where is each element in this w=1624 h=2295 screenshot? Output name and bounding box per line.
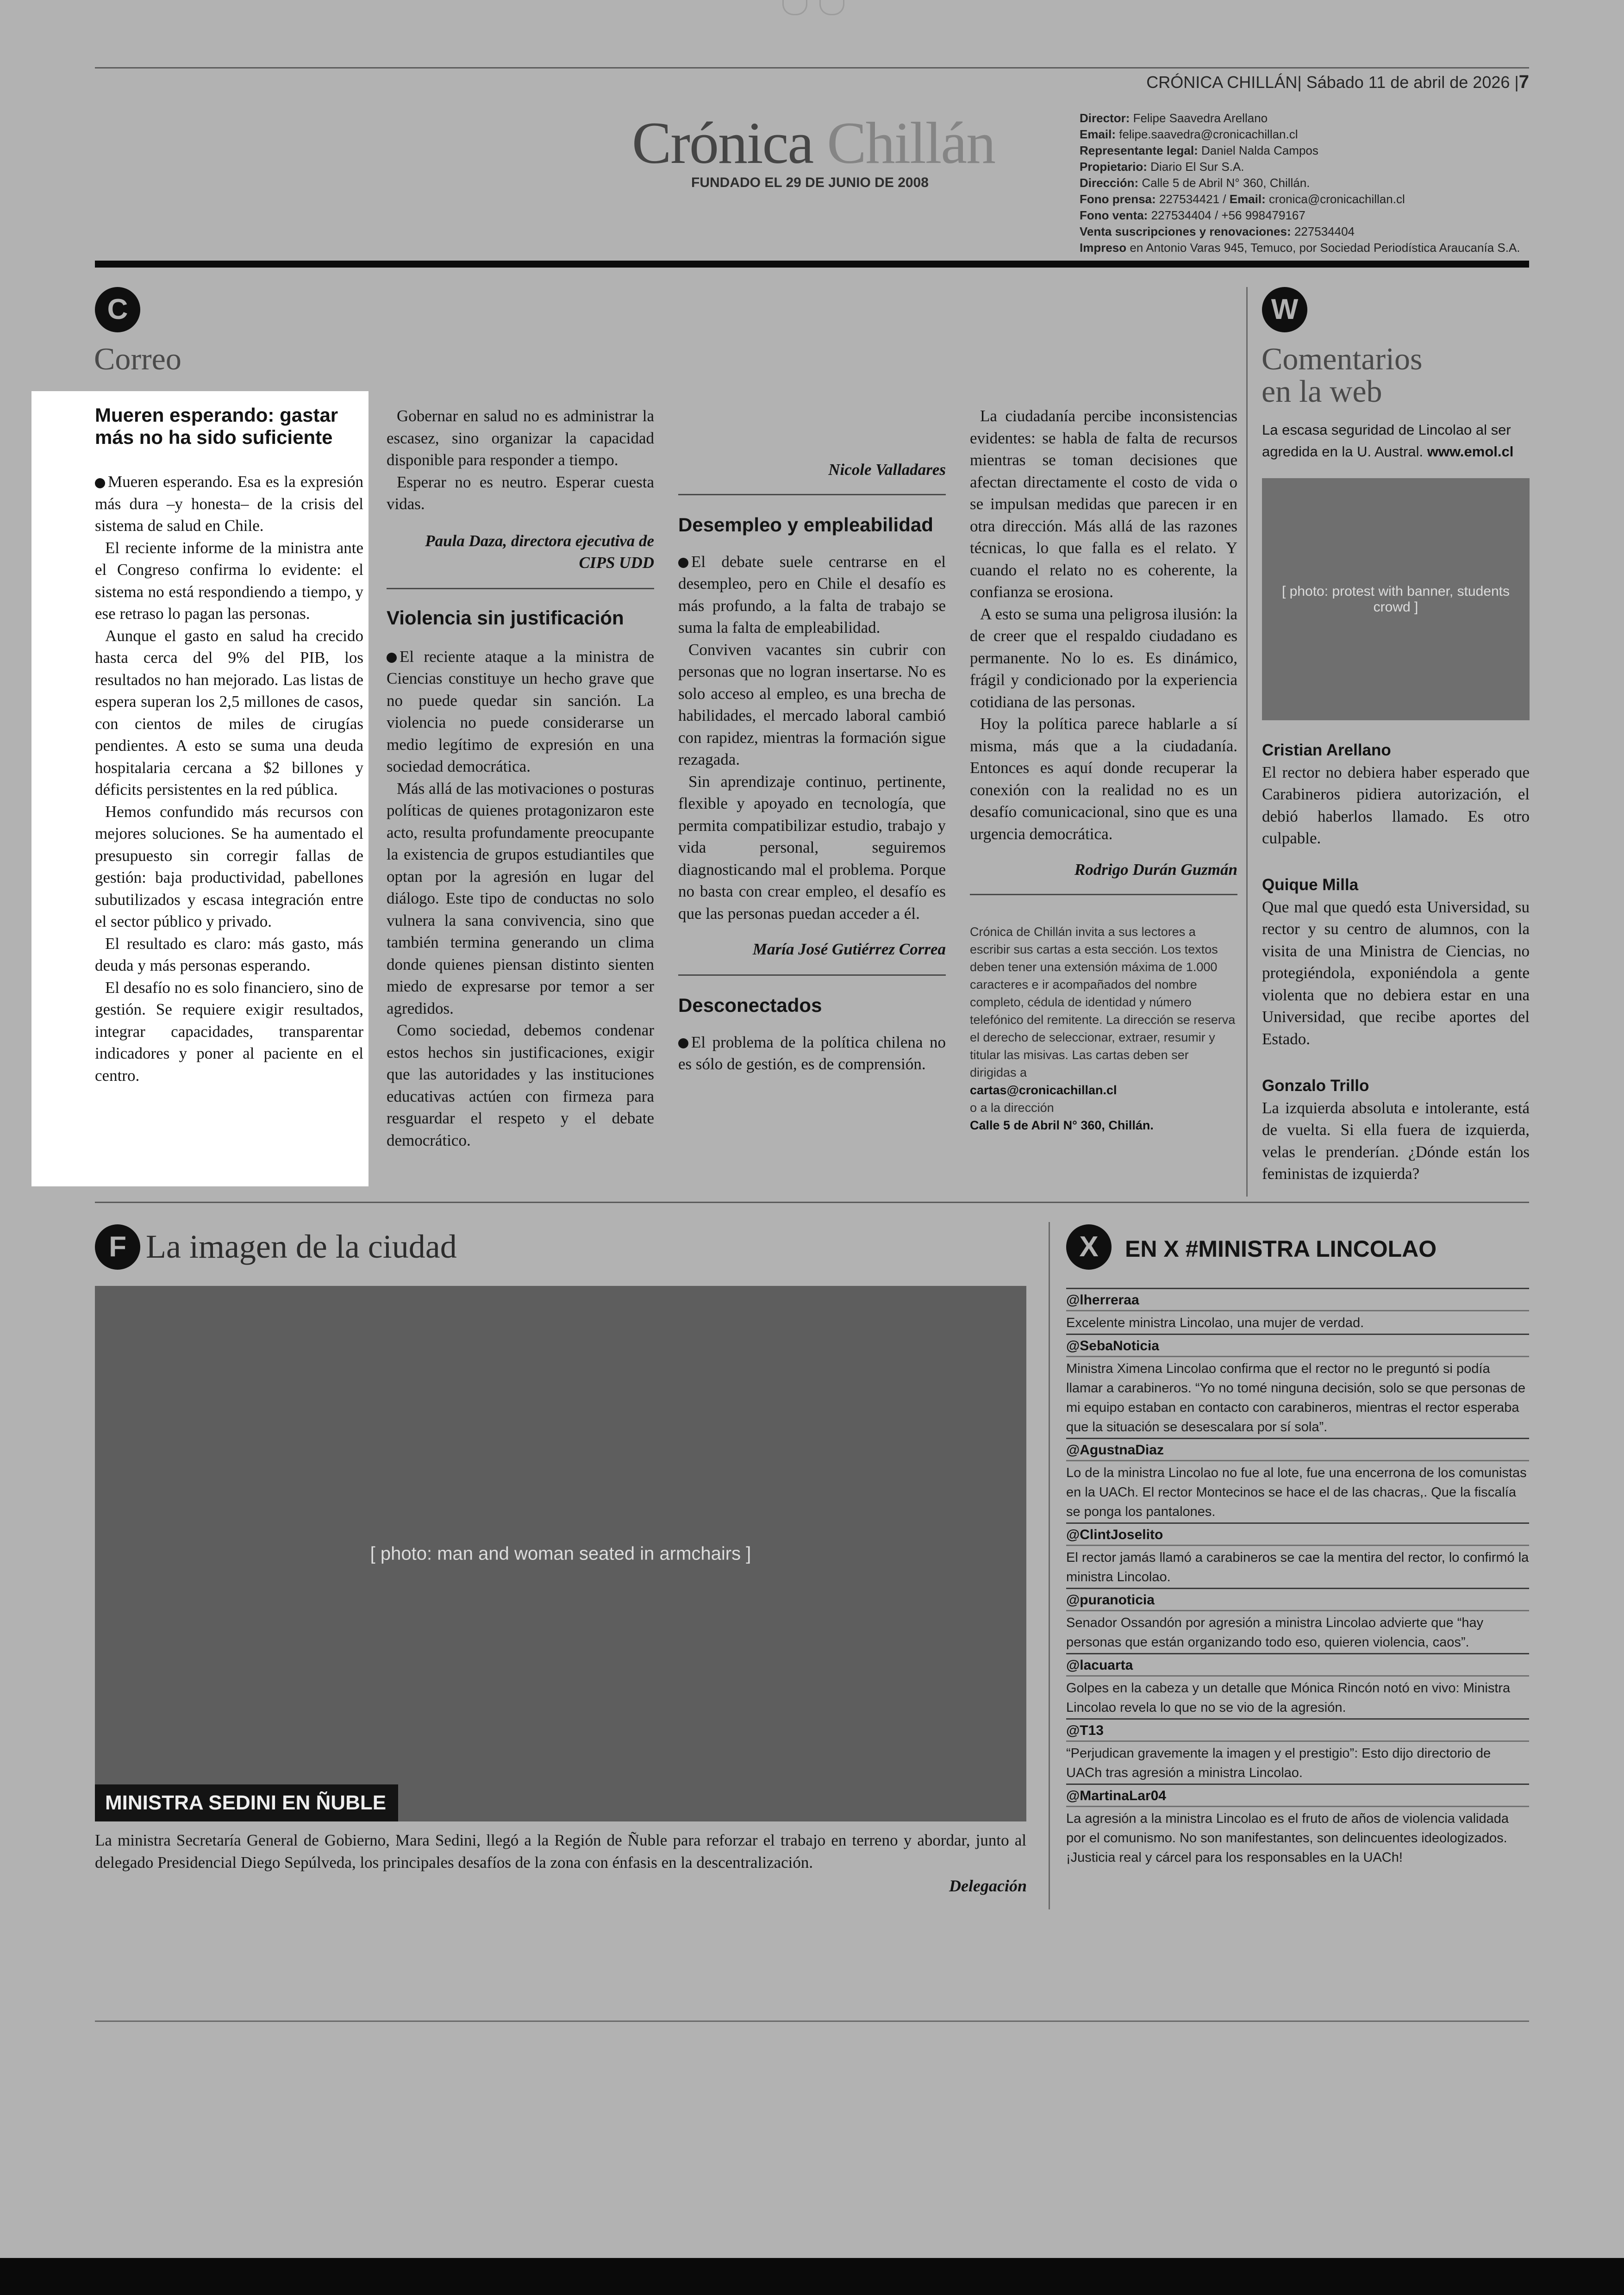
paragraph: Sin aprendizaje continuo, pertinente, flexible y apoyado en tecnología, que permita compatibilizar estudio, trabajo y vida personal, seguiremos diagnosticando mal el problema. Porque no basta con crear empleo, el desafío es que las personas puedan acceder a él. — [678, 772, 946, 923]
letter-2-headline: Violencia sin justificación — [387, 606, 624, 629]
tweet-handle[interactable]: @lherreraa — [1066, 1289, 1529, 1311]
paragraph: El reciente informe de la ministra ante el Congreso confirma lo evidente: el sistema no está respondiendo a tiempo, y ese retraso lo pagan las personas. — [95, 538, 363, 623]
paragraph: Aunque el gasto en salud ha crecido hasta cerca del 9% del PIB, los resultados no han mejorado. Las listas de espera superan los 2,5 millones de casos, con cientos de miles de cirugías pendientes. A esto se suma una deuda hospitalaria cercana a $2 billones y déficits persistentes en la red pública. — [95, 626, 363, 798]
staff-value: 227534421 / — [1159, 192, 1226, 206]
staff-value: en Antonio Varas 945, Temuco, por Sociedad Periodística Araucanía S.A. — [1130, 241, 1520, 255]
letter-4-signature: Rodrigo Durán Guzmán — [1074, 861, 1237, 879]
staff-value: cronica@cronicachillan.cl — [1269, 192, 1405, 206]
web-badge: W — [1262, 287, 1307, 332]
tweet — [1066, 1334, 1529, 1438]
paragraph: Gobernar en salud no es administrar la escasez, sino organizar la capacidad disponible para responder a tiempo. — [387, 407, 654, 469]
letter-separator — [678, 494, 946, 495]
paragraph: Más allá de las motivaciones o posturas políticas de quienes protagonizaron este acto, resulta profundamente preocupante la existencia de grupos estudiantiles que optan por la agresión en lugar del diálogo. Este tipo de conductas no solo vulnera la sana convivencia, sino que también termina generando un clima donde quienes piensan distinto sienten miedo de expresarse por temor a ser agredidos. — [387, 779, 654, 1017]
staff-label: Email: — [1080, 127, 1116, 141]
correo-title: Correo — [94, 341, 181, 376]
tweet — [1066, 1588, 1529, 1653]
viewer-next-control[interactable] — [819, 0, 844, 15]
dateline — [1146, 72, 1529, 93]
tweet-text: El rector jamás llamó a carabineros se cae la mentira del rector, lo confirmó la ministra Lincolao. — [1066, 1550, 1529, 1584]
paragraph: A esto se suma una peligrosa ilusión: la de creer que el respaldo ciudadano es permanente. No lo es. Es dinámico, frágil y condicionado por la experiencia cotidiana de las personas. — [970, 605, 1237, 711]
comment-text: Que mal que quedó esta Universidad, su rector y su centro de alumnos, con la visita de una Ministra de Ciencias, no protegiéndola, exponiéndola a gente violenta que no debiera estar en una Universidad, que recibe aportes del Estado. — [1262, 898, 1530, 1048]
web-title: Comentarios en la web — [1262, 341, 1423, 409]
tweet-handle[interactable]: @T13 — [1066, 1720, 1529, 1742]
letter-column-2 — [387, 405, 654, 1151]
newspaper-logo — [632, 110, 995, 176]
tweet-text: La agresión a la ministra Lincolao es el fruto de años de violencia validada por el comunismo. No son manifestantes, son delincuentes ideologizados. ¡Justicia real y cárcel para los responsables en la UACh! — [1066, 1811, 1509, 1865]
web-source-link[interactable]: www.emol.cl — [1427, 443, 1514, 460]
staff-label: Director: — [1080, 111, 1130, 125]
staff-row — [1080, 224, 1520, 240]
staff-row — [1080, 143, 1520, 159]
letter-column-3 — [678, 405, 946, 1075]
staff-row — [1080, 175, 1520, 191]
paragraph: Conviven vacantes sin cubrir con personas que no logran insertarse. No es solo acceso al empleo, es una brecha de habilidades, el mercado laboral cambió con rapidez, mientras la formación sigue rezagada. — [678, 640, 946, 768]
column-divider — [1049, 1222, 1050, 1909]
paragraph: El problema de la política chilena no es sólo de gestión, es de comprensión. — [678, 1033, 946, 1073]
staff-value: Daniel Nalda Campos — [1201, 143, 1318, 157]
bottom-rule — [95, 2021, 1529, 2022]
top-rule — [95, 67, 1529, 69]
staff-row — [1080, 191, 1520, 207]
tweet — [1066, 1718, 1529, 1784]
letter-4-headline: Desconectados — [678, 994, 822, 1016]
tweet-text: Golpes en la cabeza y un detalle que Mónica Rincón notó en vivo: Ministra Lincolao revela lo que no se vio de la agresión. — [1066, 1681, 1511, 1715]
web-comment-2 — [1262, 874, 1530, 1050]
staff-box — [1080, 110, 1520, 256]
tweet — [1066, 1784, 1529, 1868]
letter-3-signature: María José Gutiérrez Correa — [752, 940, 946, 958]
paragraph: Hemos confundido más recursos con mejores soluciones. Se ha aumentado el presupuesto sin corregir fallas de gestión: baja productividad, pabellones subutilizados y escasa integración entre el sector público y privado. — [95, 802, 363, 930]
letter-3-headline: Desempleo y empleabilidad — [678, 513, 933, 536]
staff-row — [1080, 159, 1520, 175]
tweet-text: “Perjudican gravemente la imagen y el prestigio”: Esto dijo directorio de UACh tras agresión a ministra Lincolao. — [1066, 1746, 1491, 1780]
staff-label: Propietario: — [1080, 160, 1147, 174]
tweet — [1066, 1653, 1529, 1718]
tweet-handle[interactable]: @puranoticia — [1066, 1589, 1529, 1611]
paragraph: Como sociedad, debemos condenar estos hechos sin justificaciones, exigir que las autoridades y las instituciones educativas actúen con firmeza para resguardar el respeto y el debate democrático. — [387, 1021, 654, 1149]
web-comment-3 — [1262, 1075, 1530, 1185]
letter-separator — [678, 974, 946, 976]
tweet — [1066, 1438, 1529, 1522]
commenter-name: Quique Milla — [1262, 876, 1359, 894]
staff-value: 227534404 / +56 998479167 — [1151, 208, 1305, 222]
staff-row — [1080, 240, 1520, 256]
section-rule — [95, 1202, 1529, 1203]
page-number: 7 — [1518, 72, 1529, 92]
city-title: La imagen de la ciudad — [146, 1228, 457, 1265]
paragraph: El resultado es claro: más gasto, más deuda y más personas esperando. — [95, 934, 363, 974]
photo-caption: La ministra Secretaría General de Gobierno, Mara Sedini, llegó a la Región de Ñuble para reforzar el trabajo en terreno y abordar, junto al delegado Presidencial Diego Sepúlveda, los principales desafíos de la zona con énfasis en la descentralización. — [95, 1831, 1026, 1871]
staff-value: 227534404 — [1294, 225, 1355, 238]
masthead-rule — [95, 261, 1529, 268]
photo-label: MINISTRA SEDINI EN ÑUBLE — [95, 1784, 398, 1821]
letter-1-headline: Mueren esperando: gastar más no ha sido suficiente — [95, 404, 338, 448]
comment-text: El rector no debiera haber esperado que Carabineros pidiera autorización, el debió haberlos llamado. Es otro culpable. — [1262, 763, 1530, 847]
dateline-paper: CRÓNICA CHILLÁN — [1146, 73, 1298, 92]
tweet — [1066, 1522, 1529, 1588]
correo-badge: C — [95, 287, 140, 332]
logo-part-1: Crónica — [632, 110, 813, 176]
tweet — [1066, 1288, 1529, 1334]
bullet-dot-icon — [95, 478, 105, 488]
commenter-name: Gonzalo Trillo — [1262, 1077, 1369, 1095]
staff-value: Calle 5 de Abril N° 360, Chillán. — [1142, 176, 1310, 190]
photo-credit: Delegación — [949, 1877, 1027, 1895]
letter-column-1 — [95, 404, 363, 1086]
paragraph: La ciudadanía percibe inconsistencias evidentes: se habla de falta de recursos mientras se toman decisiones que afectan directamente el costo de vida o se impulsan medidas que parecen ir en otra dirección. Más allá de las razones técnicas, lo que falla es el relato. Y cuando el relato no es coherente, la confianza se erosiona. — [970, 407, 1237, 601]
letter-separator — [387, 588, 654, 589]
letters-email[interactable]: cartas@cronicachillan.cl — [970, 1083, 1117, 1097]
staff-value: Felipe Saavedra Arellano — [1133, 111, 1268, 125]
submission-note: Crónica de Chillán invita a sus lectores a escribir sus cartas a esta sección. Los textos deben tener una extensión máxima de 1.000 caracteres e ir acompañados del nombre completo, cédula de identidad y número telefónico del remitente. La dirección se reserva el derecho de seleccionar, extraer, resumir y titular las misivas. Las cartas deben ser dirigidas a cartas@cronicachillan.cl o a la dirección Calle 5 de Abril N° 360, Chillán. — [970, 924, 1236, 1132]
x-badge: X — [1066, 1224, 1112, 1270]
founded-line: FUNDADO EL 29 DE JUNIO DE 2008 — [691, 175, 929, 190]
paragraph: Esperar no es neutro. Esperar cuesta vidas. — [387, 473, 654, 513]
staff-label: Dirección: — [1080, 176, 1139, 190]
tweet-list — [1066, 1288, 1529, 1868]
comment-text: La izquierda absoluta e intolerante, está de vuelta. Si ella fuera de izquierda, velas le prenderían. ¿Dónde están los feministas de izquierda? — [1262, 1098, 1530, 1183]
paragraph: El debate suele centrarse en el desempleo, pero en Chile el desafío es más profundo, a la falta de trabajo se suma la falta de empleabilidad. — [678, 552, 946, 636]
staff-label: Fono venta: — [1080, 208, 1148, 222]
paragraph: El desafío no es solo financiero, sino de gestión. Se requiere exigir resultados, integrar capacidades, transparentar indicadores y poner al paciente en el centro. — [95, 978, 363, 1085]
column-divider — [1246, 287, 1248, 1197]
paragraph: Mueren esperando. Esa es la expresión más dura –y honesta– de la crisis del sistema de salud en Chile. — [95, 473, 363, 535]
city-badge: F — [95, 1224, 140, 1270]
bullet-dot-icon — [387, 653, 397, 663]
staff-label: Impreso — [1080, 241, 1127, 255]
tweet-handle[interactable]: @lacuarta — [1066, 1654, 1529, 1677]
letter-2-signature: Nicole Valladares — [828, 461, 946, 479]
letter-separator — [970, 894, 1237, 895]
letter-1-signature: Paula Daza, directora ejecutiva de CIPS UDD — [425, 531, 654, 572]
tweet-handle[interactable]: @MartinaLar04 — [1066, 1785, 1529, 1807]
staff-row — [1080, 126, 1520, 143]
viewer-bottom-bar — [0, 2258, 1624, 2295]
tweet-text: Senador Ossandón por agresión a ministra Lincolao advierte que “hay personas que están organizando todo eso, quieren violencia, caos”. — [1066, 1615, 1484, 1650]
staff-label: Email: — [1229, 192, 1266, 206]
paragraph: El reciente ataque a la ministra de Ciencias constituye un hecho grave que no puede quedar sin sanción. La violencia no puede considerarse un medio legítimo de expresión en una sociedad democrática. — [387, 647, 654, 775]
staff-label: Venta suscripciones y renovaciones: — [1080, 225, 1291, 238]
tweet-handle[interactable]: @ClintJoselito — [1066, 1524, 1529, 1546]
viewer-prev-control[interactable] — [782, 0, 807, 15]
tweet-handle[interactable]: @SebaNoticia — [1066, 1335, 1529, 1357]
bullet-dot-icon — [678, 1038, 688, 1048]
tweet-handle[interactable]: @AgustnaDiaz — [1066, 1439, 1529, 1461]
logo-part-2: Chillán — [827, 110, 995, 176]
commenter-name: Cristian Arellano — [1262, 741, 1391, 759]
tweet-text: Ministra Ximena Lincolao confirma que el rector no le preguntó si podía llamar a carabineros. “Yo no tomé ninguna decisión, solo se que personas de mi equipo estaban en contacto con carabineros, mientras el rector esperaba que la situación se desescalara por sí sola”. — [1066, 1361, 1525, 1434]
x-title: EN X #MINISTRA LINCOLAO — [1125, 1236, 1437, 1262]
city-photo: [ photo: man and woman seated in armchairs ] — [95, 1286, 1026, 1821]
paragraph: Hoy la política parece hablarle a sí misma, más que a la ciudadanía. Entonces es aquí donde recuperar la conexión con la realidad no es un desafío comunicacional, sino que es una urgencia democrática. — [970, 715, 1237, 843]
tweet-text: Lo de la ministra Lincolao no fue al lote, fue una encerrona de los comunistas en la UACh. El rector Montecinos se hace el de las chacras,. Que la fiscalía se ponga los pantalones. — [1066, 1466, 1527, 1519]
web-intro: La escasa seguridad de Lincolao al ser agredida en la U. Austral. www.emol.cl — [1262, 422, 1514, 460]
dateline-date: | Sábado 11 de abril de 2026 | — [1297, 73, 1519, 92]
staff-value: felipe.saavedra@cronicachillan.cl — [1119, 127, 1298, 141]
protest-photo: [ photo: protest with banner, students crowd ] — [1262, 478, 1530, 720]
staff-label: Representante legal: — [1080, 143, 1198, 157]
staff-label: Fono prensa: — [1080, 192, 1156, 206]
staff-row — [1080, 207, 1520, 224]
bullet-dot-icon — [678, 558, 688, 568]
letters-address: Calle 5 de Abril N° 360, Chillán. — [970, 1118, 1154, 1132]
staff-value: Diario El Sur S.A. — [1150, 160, 1244, 174]
staff-row — [1080, 110, 1520, 126]
web-comment-1 — [1262, 739, 1530, 849]
letter-column-4 — [970, 405, 1237, 1134]
tweet-text: Excelente ministra Lincolao, una mujer de verdad. — [1066, 1316, 1364, 1330]
